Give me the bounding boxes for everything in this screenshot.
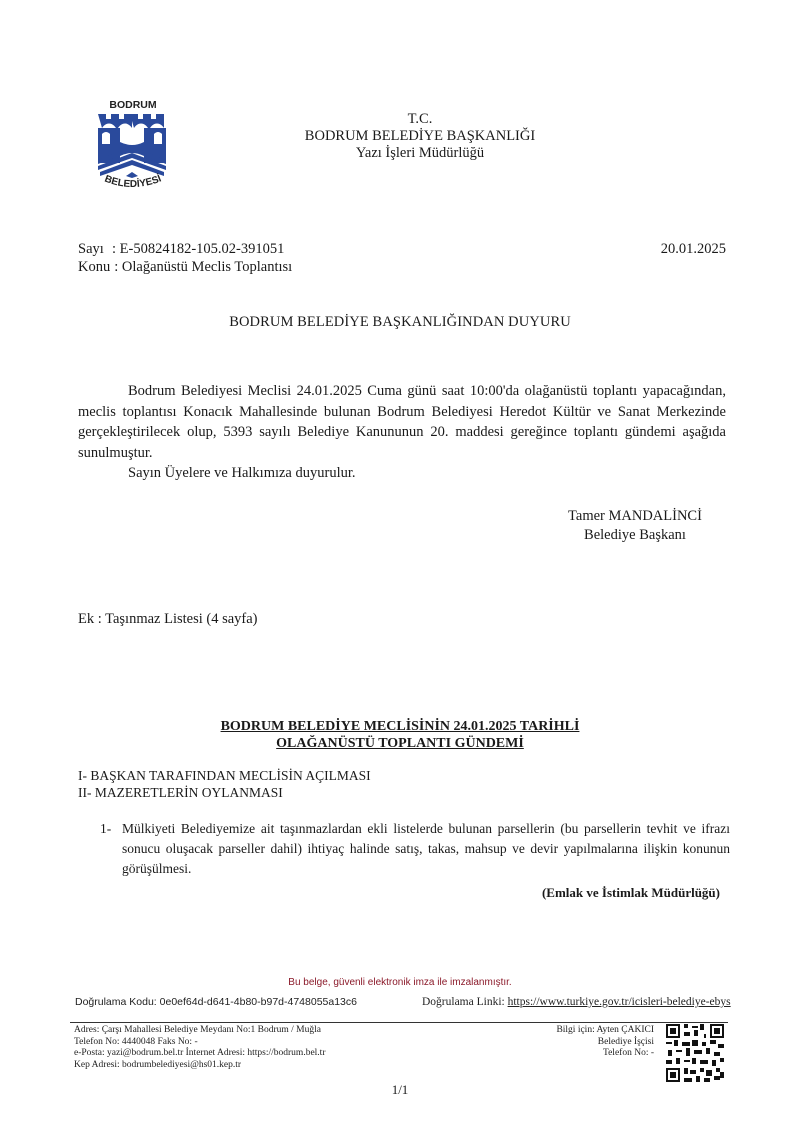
verification-code [75,996,357,1008]
verification-code-value: 0e0ef64d-d641-4b80-b97d-4748055a13c6 [159,996,357,1008]
sayi-value: : E-50824182-105.02-391051 [112,241,285,257]
phone-line: Telefon No: 4440048 Faks No: - [74,1036,198,1047]
address-block [74,1025,325,1071]
header-tc: T.C. [407,111,433,127]
email-line: e-Posta: yazi@bodrum.bel.tr İnternet Adresi: https://bodrum.bel.tr [74,1048,326,1058]
agenda-item [100,819,730,879]
body-paragraph: Sayın Üyelere ve Halkımıza duyurulur. [128,465,356,481]
agenda-item-text: Mülkiyeti Belediyemize ait taşınmazlardan ekli listelerde bulunan parsellerin (bu parsellerin tevhit ve ifrazı sonucu oluşacak parseller dahil) ihtiyaç halinde satış, takas, mahsup ve devir yapılmalarına ilişkin konunun görüşülmesi. [122,821,730,876]
svg-text:BODRUM: BODRUM [109,99,157,111]
body-paragraph: Bodrum Belediyesi Meclisi 24.01.2025 Cuma günü saat 10:00'da olağanüstü toplantı yapacağından, meclis toplantısı Konacık Mahallesinde bulunan Bodrum Belediyesi Heredot Kültür ve Sanat Merkezinde gerçekleştirilecek olup, 5393 sayılı Belediye Kanununun 20. maddesi gereğince toplantı gündemi aşağıda sunulmuştur. [78,383,726,461]
verification-link-label: Doğrulama Linki: [422,996,505,1008]
agenda-item-number: 1- [100,821,112,836]
document-subject [78,259,292,276]
attachment-note: Ek : Taşınmaz Listesi (4 sayfa) [78,611,258,627]
svg-text:BELEDİYESİ: BELEDİYESİ [102,173,163,191]
sayi-label: Sayı [78,241,104,257]
contact-phone: Telefon No: - [602,1048,654,1058]
agenda-title-line: OLAĞANÜSTÜ TOPLANTI GÜNDEMİ [276,736,524,751]
agenda-roman-item: II- MAZERETLERİN OYLANMASI [78,785,283,800]
castle-emblem-icon [88,98,178,193]
verification-code-label: Doğrulama Kodu: [75,996,157,1008]
footer-divider [70,1022,728,1023]
agenda-title [0,718,800,752]
kep-line: Kep Adresi: bodrumbelediyesi@hs01.kep.tr [74,1059,242,1070]
address-line: Adres: Çarşı Mahallesi Belediye Meydanı No:1 Bodrum / Muğla [74,1025,321,1035]
header-department: Yazı İşleri Müdürlüğü [355,145,485,161]
announcement-body [78,381,726,484]
announcement-title: BODRUM BELEDİYE BAŞKANLIĞINDAN DUYURU [229,314,571,330]
agenda-title-line: BODRUM BELEDİYE MECLİSİNİN 24.01.2025 TARİHLİ [220,719,580,734]
qr-code-icon [666,1024,724,1082]
responsible-department: (Emlak ve İstimlak Müdürlüğü) [541,885,720,900]
document-date: 20.01.2025 [660,241,726,257]
contact-title: Belediye İşçisi [597,1036,654,1047]
konu-label: Konu [78,259,111,275]
verification-link-url[interactable]: https://www.turkiye.gov.tr/icisleri-belediye-ebys [507,996,731,1008]
konu-value: : Olağanüstü Meclis Toplantısı [114,259,293,275]
contact-person: Bilgi için: Ayten ÇAKICI [556,1025,654,1035]
signer-name: Tamer MANDALİNCİ [568,508,702,524]
page-number: 1/1 [391,1082,409,1097]
contact-info [540,1025,654,1060]
header-institution: BODRUM BELEDİYE BAŞKANLIĞI [304,128,536,144]
verification-link [422,996,731,1008]
esign-notice: Bu belge, güvenli elektronik imza ile imzalanmıştır. [288,977,512,988]
bodrum-municipality-logo [88,98,178,193]
signer-title: Belediye Başkanı [584,527,686,543]
agenda-roman-item: I- BAŞKAN TARAFINDAN MECLİSİN AÇILMASI [78,768,371,783]
document-number [78,241,284,258]
